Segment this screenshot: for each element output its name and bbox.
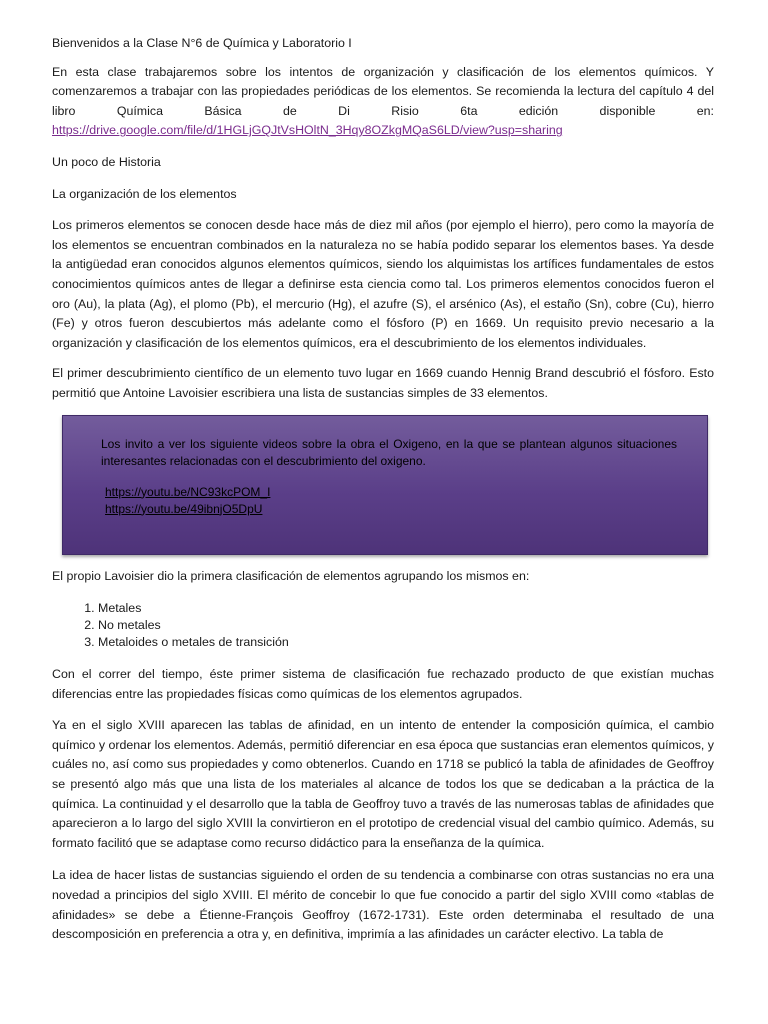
classification-list xyxy=(52,600,714,651)
paragraph-rejection: Con el correr del tiempo, éste primer sistema de clasificación fue rechazado producto de que existían muchas diferencias entre las propiedades físicas como químicas de los elementos agrupados. xyxy=(52,667,714,701)
youtube-link-2[interactable]: https://youtu.be/49ibnjO5DpU xyxy=(105,501,263,516)
intro-text: En esta clase trabajaremos sobre los intentos de organización y clasificación de los elementos químicos. Y comenzaremos a trabajar con las propiedades periódicas de los elementos. Se recomienda la lectura del capítulo 4 del libro Química Básica de Di Risio 6ta edición disponible en: xyxy=(52,64,714,118)
document-page xyxy=(52,34,714,956)
document-title: Bienvenidos a la Clase N°6 de Química y Laboratorio I xyxy=(52,36,352,50)
drive-link[interactable]: https://drive.google.com/file/d/1HGLjGQJtVsHOltN_3Hqy8OZkgMQaS6LD/view?usp=sharing xyxy=(52,123,563,138)
callout-text: Los invito a ver los siguiente videos sobre la obra el Oxigeno, en la que se plantean algunos situaciones interesantes relacionadas con el descubrimiento del oxigeno. xyxy=(101,436,677,468)
heading-organization: La organización de los elementos xyxy=(52,186,237,201)
youtube-link-1[interactable]: https://youtu.be/NC93kcPOM_I xyxy=(105,484,271,499)
paragraph-geoffroy: La idea de hacer listas de sustancias siguiendo el orden de su tendencia a combinarse con otras sustancias no era una novedad a principios del siglo XVIII. El mérito de concebir lo que fue conocido a partir del siglo XVIII como «tablas de afinidades» se debe a Étienne-François Geoffroy (1672-1731). Este orden determinaba el resultado de una descomposición en preferencia a otra y, en definitiva, imprimía a las afinidades un carácter electivo. La tabla de xyxy=(52,868,714,942)
heading-history: Un poco de Historia xyxy=(52,154,161,169)
list-item: 2. No metales xyxy=(98,617,714,634)
list-item: 1. Metales xyxy=(98,600,714,617)
paragraph-early-elements: Los primeros elementos se conocen desde hace más de diez mil años (por ejemplo el hierro), pero como la mayoría de los elementos se encuentran combinados en la naturaleza no se había podido separar los elementos bases. Ya desde la antigüedad eran conocidos algunos elementos químicos, siendo los alquimistas los artífices fundamentales de estos conocimientos químicos antes de llegar a definirse esta ciencia como tal. Los primeros elementos conocidos fueron el oro (Au), la plata (Ag), el plomo (Pb), el mercurio (Hg), el azufre (S), el arsénico (As), el estaño (Sn), cobre (Cu), hierro (Fe) y otros fueron descubiertos más adelante como el fósforo (P) en 1669. Un requisito previo necesario a la organización y clasificación de los elementos químicos, era el descubrimiento de los elementos individuales. xyxy=(52,218,714,350)
paragraph-affinity-tables: Ya en el siglo XVIII aparecen las tablas de afinidad, en un intento de entender la composición química, el cambio químico y ordenar los elementos. Además, permitió diferenciar en esa época que sustancias eran elementos químicos, y cuáles no, así como sus propiedades y como obtenerlos. Cuando en 1718 se publicó la tabla de afinidades de Geoffroy se presentó algo más que una lista de los materiales al alcance de todos los que se dedicaban a la práctica de la química. La continuidad y el desarrollo que la tabla de Geoffroy tuvo a través de las numerosas tablas de afinidades que aparecieron a lo largo del siglo XVIII la convirtieron en el prototipo de credencial visual del cambio químico. Además, su formato facilitó que se adaptase como recurso didáctico para la enseñanza de la química. xyxy=(52,718,714,850)
intro-paragraph xyxy=(52,63,714,141)
video-callout-box xyxy=(62,415,708,555)
paragraph-lavoisier: El propio Lavoisier dio la primera clasificación de elementos agrupando los mismos en: xyxy=(52,568,530,583)
paragraph-phosphorus: El primer descubrimiento científico de un elemento tuvo lugar en 1669 cuando Hennig Brand descubrió el fósforo. Esto permitió que Antoine Lavoisier escribiera una lista de sustancias simples de 33 elementos. xyxy=(52,366,714,400)
list-item: 3. Metaloides o metales de transición xyxy=(98,634,714,651)
